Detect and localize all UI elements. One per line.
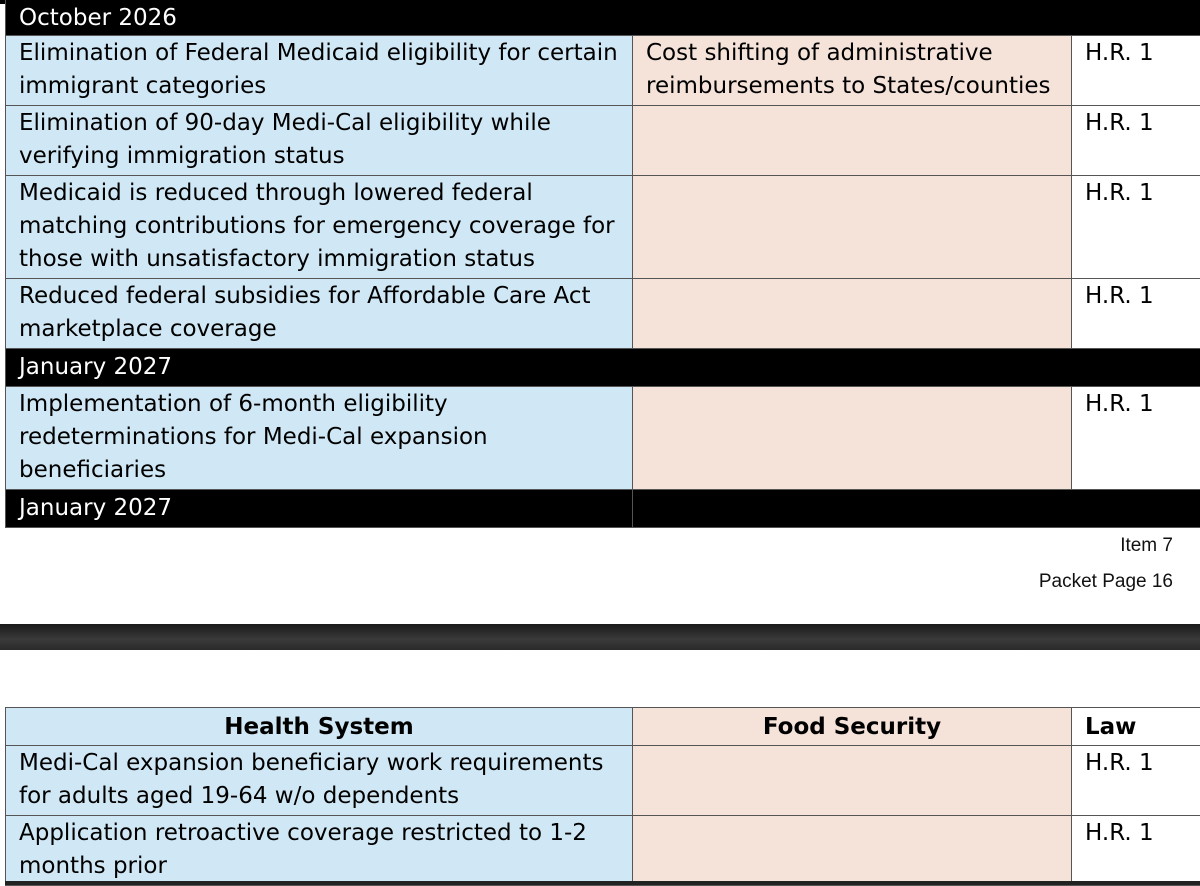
section-row-october-2026 bbox=[6, 0, 1200, 36]
column-header-food-security: Food Security bbox=[633, 708, 1072, 746]
law-cell: H.R. 1 bbox=[1072, 746, 1200, 816]
health-system-cell: Application retroactive coverage restricted to 1-2 months prior bbox=[6, 816, 633, 886]
law-cell: H.R. 1 bbox=[1072, 106, 1200, 176]
section-header bbox=[6, 0, 1200, 36]
page-break bbox=[0, 624, 1200, 650]
section-label: January 2027 bbox=[19, 349, 1190, 386]
section-header bbox=[6, 349, 1200, 387]
section-row-january-2027-second bbox=[6, 490, 1200, 528]
column-header-health-system: Health System bbox=[6, 708, 633, 746]
food-security-cell bbox=[633, 816, 1072, 886]
law-cell: H.R. 1 bbox=[1072, 176, 1200, 279]
policy-timeline-table-page1 bbox=[5, 0, 1200, 528]
table-row bbox=[6, 387, 1200, 490]
food-security-cell bbox=[633, 106, 1072, 176]
header-row bbox=[6, 708, 1200, 746]
food-security-cell bbox=[633, 746, 1072, 816]
section-header-filler bbox=[633, 490, 1200, 528]
section-row-january-2027 bbox=[6, 349, 1200, 387]
table-row bbox=[6, 816, 1200, 886]
law-cell: H.R. 1 bbox=[1072, 387, 1200, 490]
bottom-page-edge bbox=[5, 881, 1200, 885]
food-security-cell bbox=[633, 176, 1072, 279]
health-system-cell: Medi-Cal expansion beneficiary work requirements for adults aged 19-64 w/o dependents bbox=[6, 746, 633, 816]
food-security-cell: Cost shifting of administrative reimbursements to States/counties bbox=[633, 36, 1072, 106]
health-system-cell: Elimination of 90-day Medi-Cal eligibility while verifying immigration status bbox=[6, 106, 633, 176]
health-system-cell: Implementation of 6-month eligibility redeterminations for Medi-Cal expansion beneficiaries bbox=[6, 387, 633, 490]
table-row bbox=[6, 279, 1200, 349]
table-row bbox=[6, 106, 1200, 176]
table-row bbox=[6, 36, 1200, 106]
food-security-cell bbox=[633, 279, 1072, 349]
policy-timeline-table-page2 bbox=[5, 707, 1200, 886]
health-system-cell: Reduced federal subsidies for Affordable Care Act marketplace coverage bbox=[6, 279, 633, 349]
law-cell: H.R. 1 bbox=[1072, 816, 1200, 886]
law-cell: H.R. 1 bbox=[1072, 36, 1200, 106]
law-cell: H.R. 1 bbox=[1072, 279, 1200, 349]
packet-page-number: Packet Page 16 bbox=[1039, 571, 1173, 593]
column-header-law: Law bbox=[1072, 708, 1200, 746]
health-system-cell: Elimination of Federal Medicaid eligibility for certain immigrant categories bbox=[6, 36, 633, 106]
health-system-cell: Medicaid is reduced through lowered federal matching contributions for emergency coverage for those with unsatisfactory immigration status bbox=[6, 176, 633, 279]
section-label: October 2026 bbox=[19, 0, 1190, 35]
section-header bbox=[6, 490, 633, 528]
table-row bbox=[6, 746, 1200, 816]
item-number: Item 7 bbox=[1120, 535, 1173, 557]
food-security-cell bbox=[633, 387, 1072, 490]
section-label: January 2027 bbox=[19, 490, 622, 527]
table-row bbox=[6, 176, 1200, 279]
